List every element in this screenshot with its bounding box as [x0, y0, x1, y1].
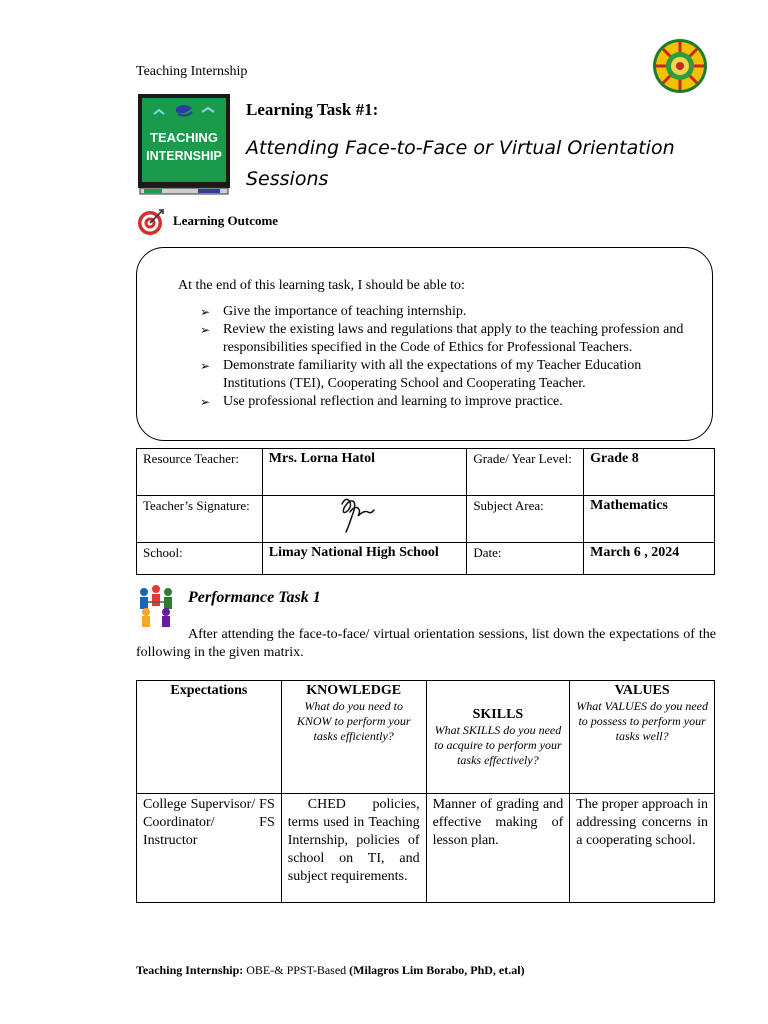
footer: Teaching Internship: OBE-& PPST-Based (Milagros Lim Borabo, PhD, et.al): [136, 963, 525, 977]
col-header-expectations: Expectations: [137, 681, 282, 794]
list-item: ➢ Review the existing laws and regulations that apply to the teaching profession and responsibilities specified in the Code of Ethics for Professional Teachers.: [200, 322, 684, 355]
school-label: School:: [137, 543, 263, 575]
task-subtitle: Attending Face-to-Face or Virtual Orientation Sessions: [246, 137, 675, 190]
outcome-list: [200, 303, 700, 411]
table-row: [137, 794, 715, 903]
list-item: ➢ Demonstrate familiarity with all the expectations of my Teacher Education Institutions (TEI), Cooperating School and Cooperating Teacher.: [200, 358, 642, 391]
knowledge-question: What do you need to KNOW to perform your tasks efficiently?: [296, 699, 411, 743]
grade-value: Grade 8: [584, 449, 715, 496]
skills-question: What SKILLS do you need to acquire to perform your tasks effectively?: [434, 722, 562, 767]
subject-value: Mathematics: [584, 496, 715, 543]
signature-image: [330, 490, 380, 534]
arrow-bullet-icon: ➢: [200, 359, 211, 373]
date-label: Date:: [467, 543, 584, 575]
school-value: Limay National High School: [262, 543, 467, 575]
col-header-skills: SKILLS What SKILLS do you need to acquire to perform your tasks effectively?: [426, 681, 570, 794]
values-question: What VALUES do you need to possess to perform your tasks well?: [576, 699, 708, 743]
table-row: [137, 543, 715, 575]
table-row: [137, 449, 715, 496]
people-circle-icon: [136, 584, 176, 628]
learning-outcome-label: Learning Outcome: [173, 213, 279, 228]
resource-teacher-value: Mrs. Lorna Hatol: [262, 449, 467, 496]
table-header-row: [137, 681, 715, 794]
table-row: [137, 496, 715, 543]
col-header-values: VALUES What VALUES do you need to possess to perform your tasks well?: [570, 681, 715, 794]
date-value: March 6 , 2024: [584, 543, 715, 575]
values-cell: The proper approach in addressing concerns in a cooperating school.: [570, 794, 715, 903]
knowledge-cell: CHED policies, terms used in Teaching Internship, policies of school on TI, and subject requirements.: [281, 794, 426, 903]
task-title: Learning Task #1:: [246, 100, 379, 119]
school-seal-icon: [652, 38, 708, 94]
expectation-cell: College Supervisor/ FS Coordinator/ FS Instructor: [137, 794, 282, 903]
skills-cell: Manner of grading and effective making of lesson plan.: [426, 794, 570, 903]
performance-task-title: Performance Task 1: [188, 589, 321, 606]
arrow-bullet-icon: ➢: [200, 323, 211, 337]
outcome-intro: At the end of this learning task, I should be able to:: [178, 278, 465, 293]
signature-label: Teacher’s Signature:: [137, 496, 263, 543]
list-item: ➢ Give the importance of teaching internship.: [200, 304, 467, 319]
logo-line1: TEACHING: [150, 130, 218, 145]
grade-label: Grade/ Year Level:: [467, 449, 584, 496]
target-icon: [137, 208, 165, 236]
header-text: Teaching Internship: [136, 64, 248, 79]
arrow-bullet-icon: ➢: [200, 305, 211, 319]
list-item: ➢ Use professional reflection and learning to improve practice.: [200, 394, 563, 409]
performance-task-instructions: After attending the face-to-face/ virtual orientation sessions, list down the expectations of the following in the given matrix.: [136, 627, 716, 660]
expectations-matrix: [136, 680, 715, 903]
arrow-bullet-icon: ➢: [200, 395, 211, 409]
teaching-internship-logo: [138, 94, 230, 196]
logo-line2: INTERNSHIP: [146, 149, 222, 163]
resource-teacher-label: Resource Teacher:: [137, 449, 263, 496]
info-table: [136, 448, 715, 575]
subject-label: Subject Area:: [467, 496, 584, 543]
col-header-knowledge: KNOWLEDGE What do you need to KNOW to perform your tasks efficiently?: [281, 681, 426, 794]
